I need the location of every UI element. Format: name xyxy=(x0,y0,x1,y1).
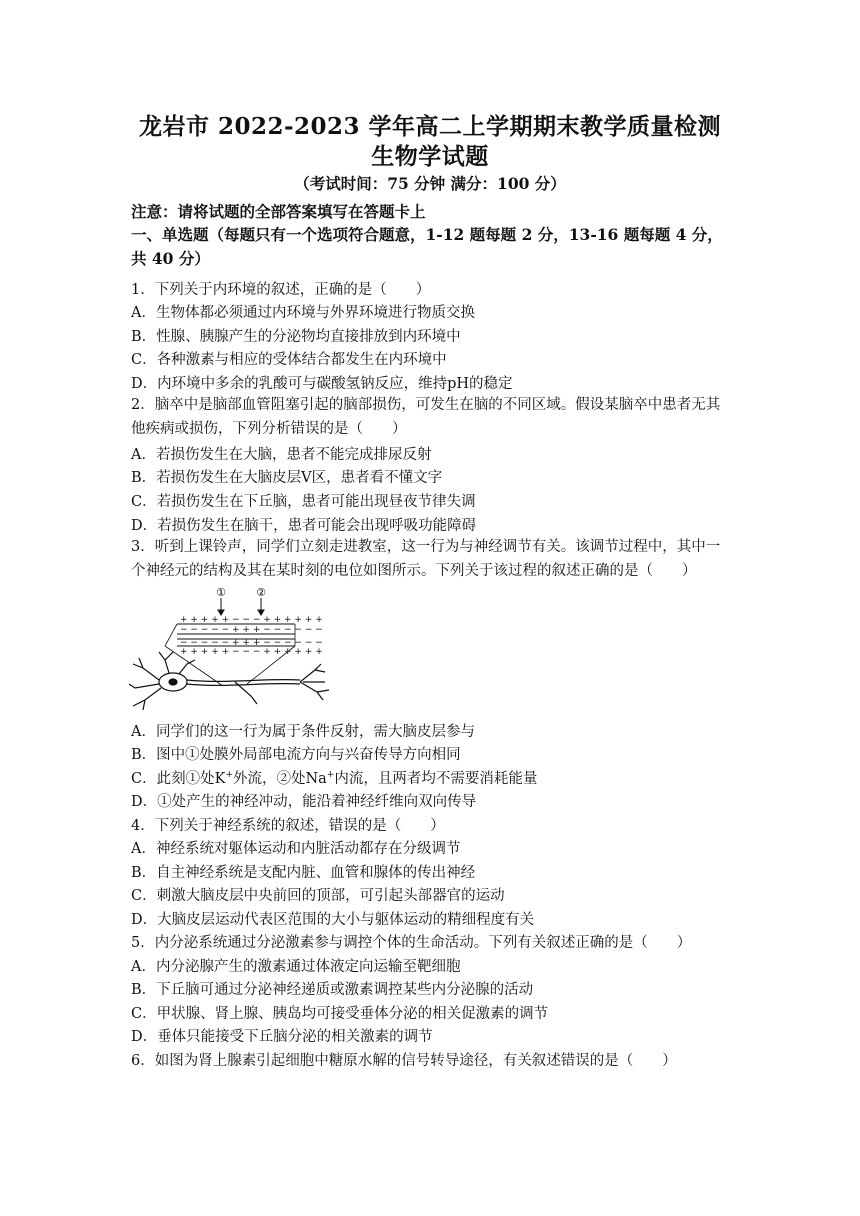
section-heading: 一、单选题（每题只有一个选项符合题意，1-12 题每题 2 分，13-16 题每题 4 分，共 40 分） xyxy=(131,225,723,268)
question-1-option-d: D．内环境中多余的乳酸可与碳酸氢钠反应，维持pH的稳定 xyxy=(131,376,513,392)
svg-text:+ + + + + − − − + + + + + +: + + + + + − − − + + + + + + xyxy=(180,615,323,625)
question-4-option-c: C．刺激大脑皮层中央前回的顶部，可引起头部器官的运动 xyxy=(131,888,505,904)
question-2-option-b: B．若损伤发生在大脑皮层V区，患者看不懂文字 xyxy=(131,470,443,486)
question-2-option-c: C．若损伤发生在下丘脑，患者可能出现昼夜节律失调 xyxy=(131,494,476,510)
question-3-stem: 3．听到上课铃声，同学们立刻走进教室，这一行为与神经调节有关。该调节过程中，其中一个神经元的结构及其在某时刻的电位如图所示。下列关于该过程的叙述正确的是（ ） xyxy=(131,539,721,579)
neuron-icon xyxy=(129,652,329,710)
question-3-option-d: D．①处产生的神经冲动，能沿着神经纤维向双向传导 xyxy=(131,794,477,810)
question-1-option-c: C．各种激素与相应的受体结合都发生在内环境中 xyxy=(131,352,447,368)
question-5-option-c: C．甲状腺、肾上腺、胰岛均可接受垂体分泌的相关促激素的调节 xyxy=(131,1006,549,1022)
question-6-stem: 6．如图为肾上腺素引起细胞中糖原水解的信号转导途径，有关叙述错误的是（ ） xyxy=(131,1053,677,1069)
exam-subject-title: 生物学试题 xyxy=(371,143,489,170)
question-5-option-b: B．下丘脑可通过分泌神经递质或激素调控某些内分泌腺的活动 xyxy=(131,982,534,998)
exam-title: 龙岩市 2022-2023 学年高二上学期期末教学质量检测 xyxy=(138,113,722,140)
question-5-option-a: A．内分泌腺产生的激素通过体液定向运输至靶细胞 xyxy=(131,959,461,975)
question-5-stem: 5．内分泌系统通过分泌激素参与调控个体的生命活动。下列有关叙述正确的是（ ） xyxy=(131,935,692,951)
question-3-option-c: C．此刻①处K+外流，②处Na+内流，且两者均不需要消耗能量 xyxy=(131,770,538,787)
exam-info: （考试时间：75 分钟 满分：100 分） xyxy=(294,174,566,193)
question-1-option-a: A．生物体都必须通过内环境与外界环境进行物质交换 xyxy=(131,305,475,321)
question-1-stem: 1．下列关于内环境的叙述，正确的是（ ） xyxy=(131,282,431,298)
figure-label-2: ② xyxy=(256,586,266,599)
question-4-option-a: A．神经系统对躯体运动和内脏活动都存在分级调节 xyxy=(131,841,461,857)
question-3-option-b: B．图中①处膜外局部电流方向与兴奋传导方向相同 xyxy=(131,747,461,763)
figure-label-1: ① xyxy=(216,586,226,599)
question-4-option-d: D．大脑皮层运动代表区范围的大小与躯体运动的精细程度有关 xyxy=(131,912,535,928)
neuron-potential-figure xyxy=(125,584,335,714)
question-2-option-a: A．若损伤发生在大脑，患者不能完成排尿反射 xyxy=(131,447,432,463)
arrow-icon xyxy=(218,598,264,615)
question-4-stem: 4．下列关于神经系统的叙述，错误的是（ ） xyxy=(131,818,445,834)
svg-text:+ + + + + − − − + + + + + +: + + + + + − − − + + + + + + xyxy=(180,647,323,657)
question-4-option-b: B．自主神经系统是支配内脏、血管和腺体的传出神经 xyxy=(131,865,476,881)
question-2-stem: 2．脑卒中是脑部血管阻塞引起的脑部损伤，可发生在脑的不同区域。假设某脑卒中患者无其他疾病或损伤，下列分析错误的是（ ） xyxy=(131,397,721,437)
answer-notice: 注意：请将试题的全部答案填写在答题卡上 xyxy=(131,202,426,221)
svg-text:− − − − − + + + − − − − − −: − − − − − + + + − − − − − − xyxy=(180,625,323,635)
svg-text:− − − − − + + + − − − − − −: − − − − − + + + − − − − − − xyxy=(180,638,323,648)
question-3-option-a: A．同学们的这一行为属于条件反射，需大脑皮层参与 xyxy=(131,724,475,740)
question-2-option-d: D．若损伤发生在脑干，患者可能会出现呼吸功能障碍 xyxy=(131,518,477,534)
question-1-option-b: B．性腺、胰腺产生的分泌物均直接排放到内环境中 xyxy=(131,329,461,345)
question-5-option-d: D．垂体只能接受下丘脑分泌的相关激素的调节 xyxy=(131,1029,433,1045)
